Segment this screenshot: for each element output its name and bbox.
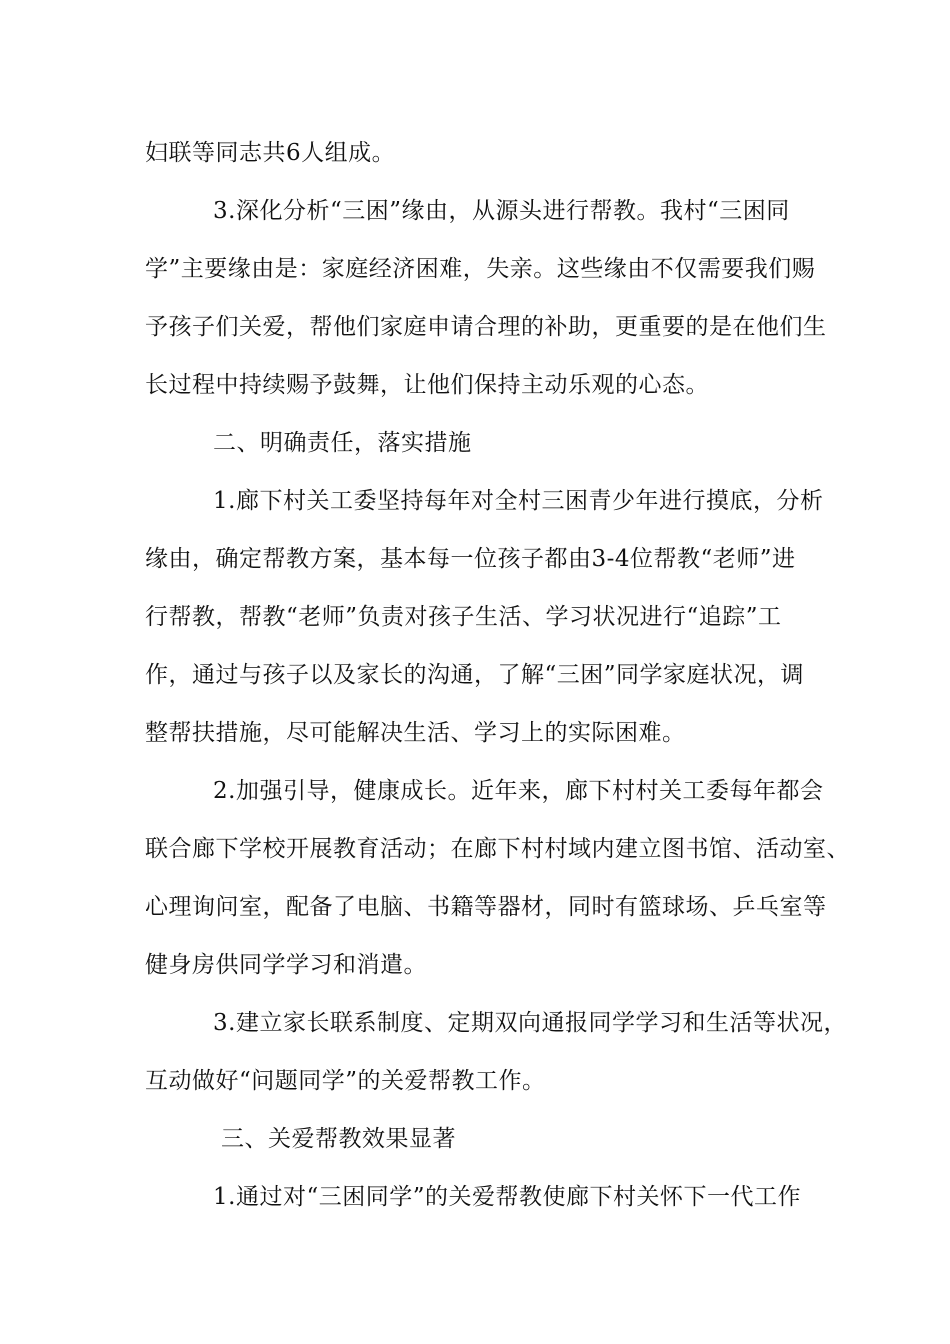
- body-text-line: 妇联等同志共6人组成。: [145, 140, 396, 166]
- paragraph-first-line: 2.加强引导，健康成长。近年来，廊下村村关工委每年都会: [213, 778, 824, 804]
- body-text-line: 整帮扶措施，尽可能解决生活、学习上的实际困难。: [145, 720, 686, 746]
- paragraph-first-line: 3.建立家长联系制度、定期双向通报同学学习和生活等状况，: [213, 1010, 847, 1036]
- body-text-line: 行帮教，帮教“老师”负责对孩子生活、学习状况进行“追踪”工: [145, 604, 782, 630]
- body-text-line: 作，通过与孩子以及家长的沟通，了解“三困”同学家庭状况，调: [145, 662, 805, 688]
- paragraph-first-line: 1.通过对“三困同学”的关爱帮教使廊下村关怀下一代工作: [213, 1184, 801, 1210]
- section-heading: 二、明确责任，落实措施: [213, 430, 472, 456]
- body-text-line: 学”主要缘由是：家庭经济困难，失亲。这些缘由不仅需要我们赐: [145, 256, 816, 282]
- section-heading: 三、关爱帮教效果显著: [221, 1126, 456, 1152]
- paragraph-first-line: 1.廊下村关工委坚持每年对全村三困青少年进行摸底，分析: [213, 488, 824, 514]
- body-text-line: 健身房供同学学习和消遣。: [145, 952, 427, 978]
- body-text-line: 缘由，确定帮教方案，基本每一位孩子都由3-4位帮教“老师”进: [145, 546, 796, 572]
- body-text-line: 联合廊下学校开展教育活动；在廊下村村域内建立图书馆、活动室、: [145, 836, 850, 862]
- body-text-line: 长过程中持续赐予鼓舞，让他们保持主动乐观的心态。: [145, 372, 709, 398]
- body-text-line: 心理询问室，配备了电脑、书籍等器材，同时有篮球场、乒乓室等: [145, 894, 827, 920]
- body-text-line: 予孩子们关爱，帮他们家庭申请合理的补助，更重要的是在他们生: [145, 314, 827, 340]
- paragraph-first-line: 3.深化分析“三困”缘由，从源头进行帮教。我村“三困同: [213, 198, 790, 224]
- body-text-line: 互动做好“问题同学”的关爱帮教工作。: [145, 1068, 546, 1094]
